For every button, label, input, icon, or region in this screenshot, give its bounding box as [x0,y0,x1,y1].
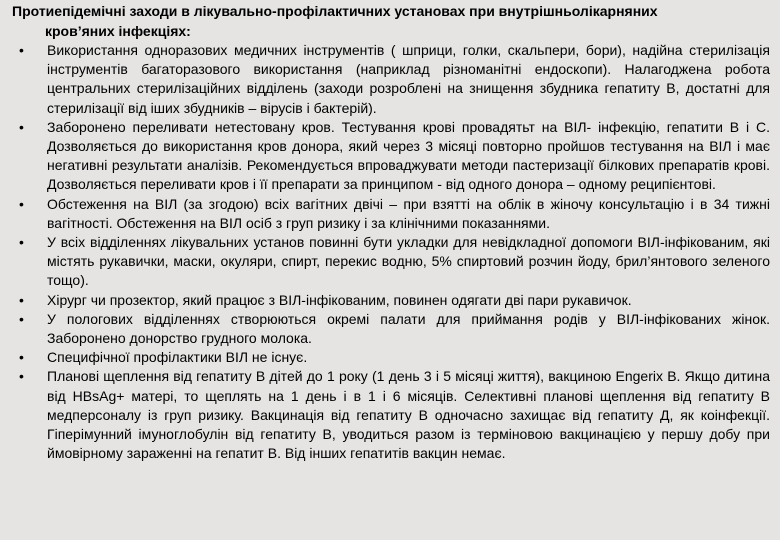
bullet-icon: • [19,368,24,385]
list-item-text: У всіх відділеннях лікувальних установ повинні бути укладки для невідкладної допомоги ВІЛ-інфікованим, які містять рукавички, маски, окуляри, спирт, перекис водню, 5% спиртовий розчин йоду, брил’янтового зеленого тощо). [47,234,770,289]
list-item [10,118,770,195]
bullet-icon: • [19,118,24,135]
bullet-icon: • [19,195,24,212]
list-item-text: Використання одноразових медичних інструментів ( шприци, голки, скальпери, бори), надійна стерилізація інструментів багаторазового використання (наприклад різноманітні ендоскопи). Налагоджена робота центральних стерилізаційних відділень (заходи розроблені на знищення збудника гепатиту В, достатні для стерилізації від іших збудників – вірусів і бактерій). [47,42,770,116]
list-item-text: У пологових відділеннях створюються окремі палати для приймання родів у ВІЛ-інфікованих жінок. Заборонено донорство грудного молока. [47,310,770,347]
list-item [10,348,770,367]
document-title-line2: кров’яних інфекціях: [45,22,191,39]
bullet-icon: • [19,234,24,251]
list-item-text: Заборонено переливати нетестовану кров. Тестування крові провадятьт на ВІЛ- інфекцію, гепатити В і С. Дозволяється до використання кров донора, який через 3 місяці повторно пройшов тестування на ВІЛ і має негативні результати аналізів. Рекомендується впроваджувати методи пастеризації білкових препаратів крові. Дозволяється переливати кров і її препарати за принципом - від одного донора – одному реципієнтові. [47,118,770,193]
list-item [10,195,770,233]
list-item [10,291,770,310]
list-item-text: Хірург чи прозектор, який працює з ВІЛ-інфікованим, повинен одягати дві пари рукавичок. [47,291,632,308]
list-item [10,41,770,118]
document-title-line1: Протиепідемічні заходи в лікувально-профілактичних установах при внутрішньолікарняних [12,3,658,19]
list-item-text: Обстеження на ВІЛ (за згодою) всіх вагітних двічі – при взятті на облік в жіночу консультацію і в 34 тижні вагітності. Обстеження на ВІЛ осіб з груп ризику і за клінічними показаннями. [47,195,770,231]
list-item-text: Планові щеплення від гепатиту В дітей до 1 року (1 день 3 і 5 місяці життя), вакциною Engerix B. Якщо дитина від HBsAg+ матері, то щеплять на 1 день і в 1 і 6 місяців. Селективні планові щеплення від гепатиту В медперсоналу із груп ризику. Вакцинація від гепатиту В одночасно захищає від гепатиту Д, як коінфекції. Гіперімунний імуноглобулін від гепатиту В, уводиться разом із терміновою вакцинацією у першу добу при ймовірному зараженні на гепатит В. Від інших гепатитів вакцин немає. [47,368,770,462]
bullet-icon: • [19,291,24,308]
measures-list [10,41,770,463]
list-item [10,310,770,348]
bullet-icon: • [19,310,24,327]
list-item [10,233,770,291]
bullet-icon: • [19,42,24,58]
list-item [10,367,770,463]
bullet-icon: • [19,349,24,366]
document-title [10,2,770,41]
list-item-text: Специфічної профілактики ВІЛ не існує. [47,349,308,366]
